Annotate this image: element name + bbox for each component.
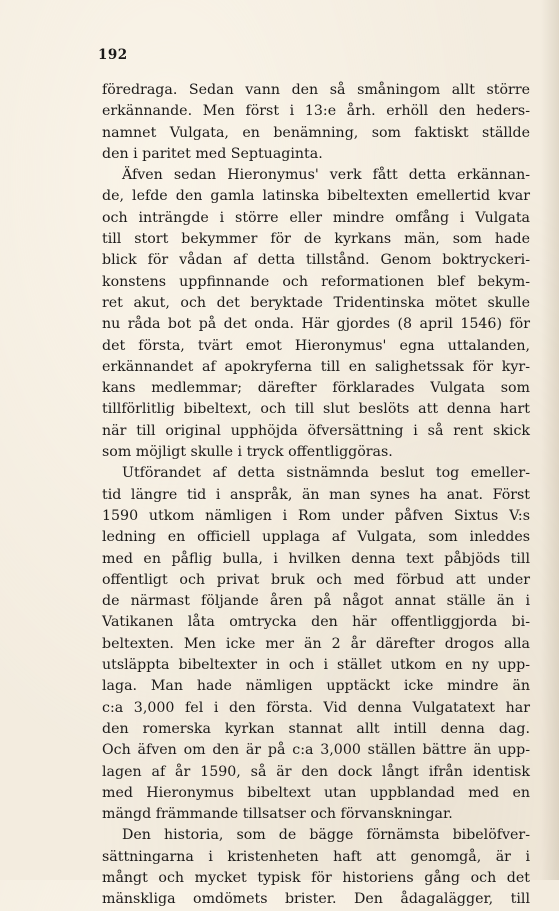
- text-line: Vatikanen låta omtrycka den här offentliggjorda bi-: [102, 614, 530, 631]
- text-line: Utförandet af detta sistnämnda beslut tog emeller-: [122, 465, 530, 482]
- text-line: mängd främmande tillsatser och förvanskningar.: [102, 806, 453, 823]
- text-line: det första, tvärt emot Hieronymus' egna uttalanden,: [102, 337, 530, 354]
- text-line: som möjligt skulle i tryck offentliggöras.: [102, 444, 393, 461]
- body-text: [102, 80, 530, 911]
- text-line: de närmast följande åren på något annat ställe än i: [102, 593, 530, 610]
- page-edge-shadow: [541, 0, 559, 880]
- text-line: ledning en officiell upplaga af Vulgata, som inleddes: [102, 529, 530, 546]
- text-line: sättningarna i kristenheten haft att genomgå, är i: [102, 848, 530, 865]
- text-line: lagen af år 1590, så är den dock långt ifrån identisk: [102, 763, 530, 780]
- text-line: med en påflig bulla, i hvilken denna text påbjöds till: [102, 550, 530, 567]
- text-line: när till original upphöjda öfversättning i så rent skick: [102, 422, 530, 439]
- text-line: Äfven sedan Hieronymus' verk fått detta erkännan-: [122, 167, 530, 184]
- text-line: offentligt och privat bruk och med förbud att under: [102, 571, 530, 588]
- text-line: utsläppta bibeltexter in och i stället utkom en ny upp-: [102, 657, 530, 674]
- text-line: tid längre tid i anspråk, än man synes ha anat. Först: [102, 486, 530, 503]
- text-line: blick för vådan af detta tillstånd. Genom boktryckeri-: [102, 252, 530, 269]
- text-line: 1590 utkom nämligen i Rom under påfven Sixtus V:s: [102, 507, 530, 524]
- text-line: ret akut, och det beryktade Tridentinska mötet skulle: [102, 294, 530, 311]
- page-number: 192: [98, 47, 128, 63]
- text-line: och inträngde i större eller mindre omfång i Vulgata: [102, 209, 530, 226]
- text-line: laga. Man hade nämligen upptäckt icke mindre än: [102, 678, 530, 695]
- text-line: de, lefde den gamla latinska bibeltexten emellertid kvar: [102, 188, 530, 205]
- text-line: mänskliga omdömets brister. Den ådagalägger, till: [102, 891, 530, 908]
- text-line: den i paritet med Septuaginta.: [102, 145, 323, 162]
- text-line: Den historia, som de bägge förnämsta bibelöfver-: [122, 827, 530, 844]
- text-line: föredraga. Sedan vann den så småningom allt större: [102, 82, 530, 98]
- text-line: den romerska kyrkan stannat allt intill denna dag.: [102, 720, 530, 737]
- text-line: erkännande. Men först i 13:e årh. erhöll den heders-: [102, 103, 530, 120]
- text-line: Och äfven om den är på c:a 3,000 ställen bättre än upp-: [102, 742, 530, 759]
- text-line: nu råda bot på det onda. Här gjordes (8 april 1546) för: [102, 316, 530, 333]
- text-line: med Hieronymus bibeltext utan uppblandad med en: [102, 784, 530, 801]
- text-line: tillförlitlig bibeltext, och till slut beslöts att denna hart: [102, 401, 530, 418]
- text-line: till stort bekymmer för de kyrkans män, som hade: [102, 231, 530, 248]
- text-line: erkännandet af apokryferna till en salighetssak för kyr-: [102, 358, 530, 375]
- text-line: konstens uppfinnande och reformationen blef bekym-: [102, 273, 530, 290]
- text-line: c:a 3,000 fel i den första. Vid denna Vulgatatext har: [102, 699, 530, 716]
- text-line: kans medlemmar; därefter förklarades Vulgata som: [102, 380, 530, 397]
- text-line: beltexten. Men icke mer än 2 år därefter drogos alla: [102, 635, 530, 652]
- text-line: namnet Vulgata, en benämning, som faktiskt ställde: [102, 124, 530, 141]
- text-line: mångt och mycket typisk för historiens gång och det: [102, 869, 530, 886]
